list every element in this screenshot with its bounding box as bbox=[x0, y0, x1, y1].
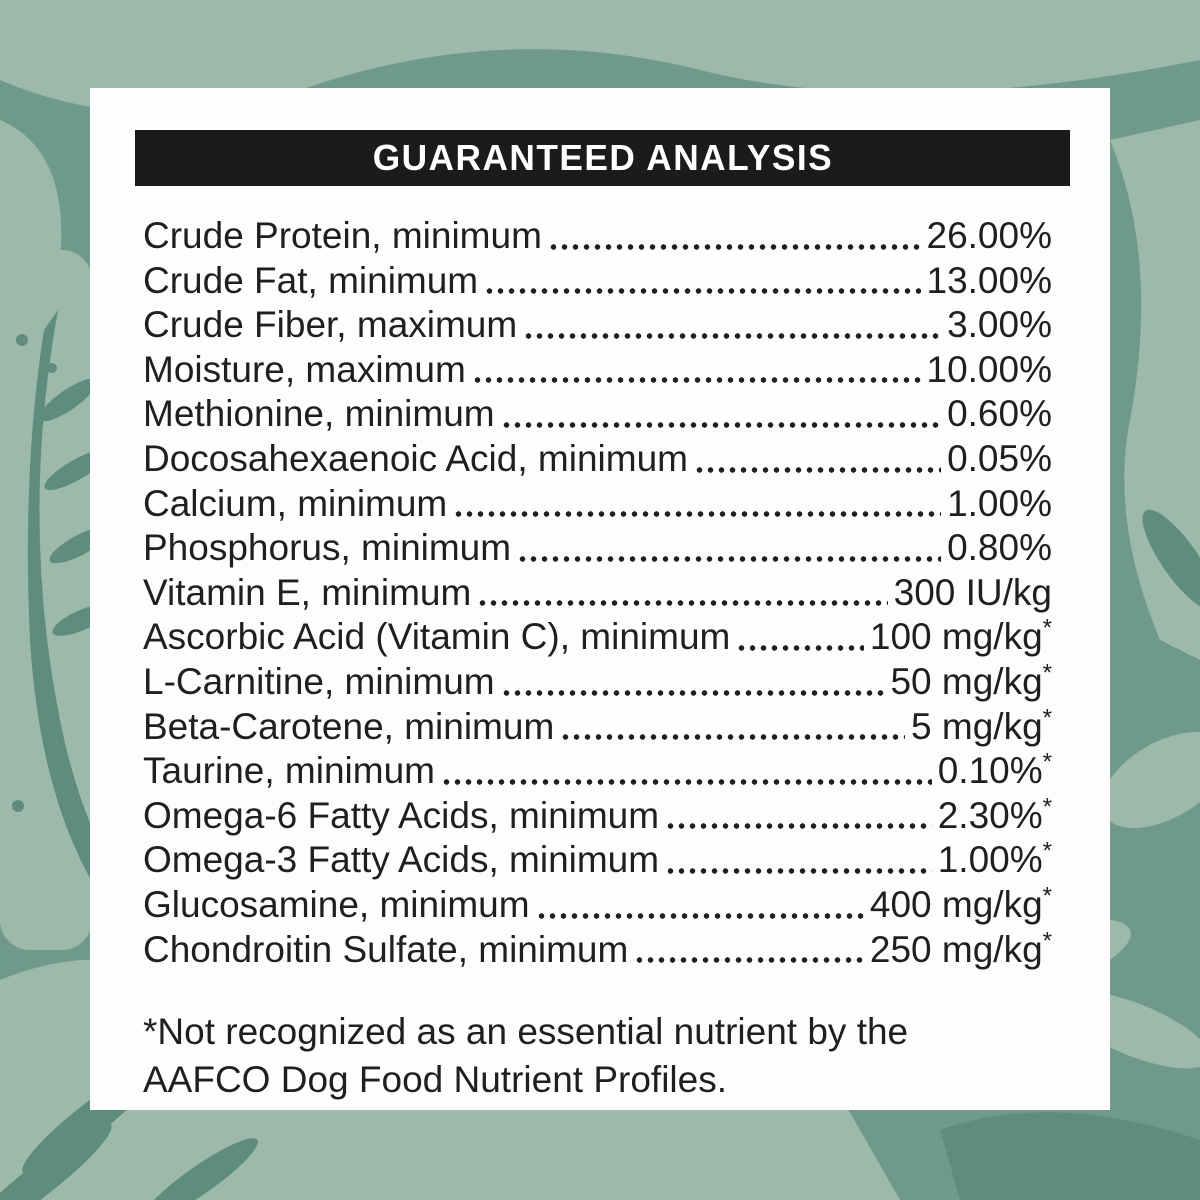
value-text: 300 IU/kg bbox=[893, 571, 1052, 613]
dot-leader bbox=[517, 556, 941, 562]
analysis-row bbox=[143, 571, 1052, 616]
aafco-footnote bbox=[143, 1008, 1052, 1104]
value-text: 26.00% bbox=[926, 215, 1052, 256]
nutrient-value bbox=[938, 838, 1052, 883]
value-text: 0.80% bbox=[947, 527, 1052, 569]
analysis-row bbox=[143, 392, 1052, 437]
nutrient-value bbox=[894, 571, 1052, 616]
analysis-row bbox=[143, 749, 1052, 794]
value-text: 5 mg/kg bbox=[911, 705, 1043, 747]
nutrient-value bbox=[947, 303, 1052, 348]
analysis-table bbox=[143, 214, 1052, 972]
nutrient-label: Crude Protein, minimum bbox=[143, 215, 542, 256]
dot-leader bbox=[548, 244, 921, 250]
analysis-row bbox=[143, 838, 1052, 883]
nutrient-value bbox=[938, 749, 1052, 794]
nutrient-label: Omega-6 Fatty Acids, minimum bbox=[143, 794, 660, 836]
dot-leader bbox=[477, 600, 887, 606]
value-text: 0.60% bbox=[947, 393, 1052, 435]
dot-leader bbox=[665, 868, 932, 874]
value-text: 2.30% bbox=[937, 794, 1043, 836]
nutrient-label: Glucosamine, minimum bbox=[143, 883, 530, 925]
value-text: 250 mg/kg bbox=[869, 928, 1043, 970]
footnote-marker: * bbox=[1042, 927, 1052, 955]
dot-leader bbox=[453, 511, 941, 517]
nutrient-label: Vitamin E, minimum bbox=[143, 571, 472, 613]
nutrient-label: Chondroitin Sulfate, minimum bbox=[143, 928, 629, 970]
nutrient-label: Phosphorus, minimum bbox=[143, 527, 512, 569]
value-text: 3.00% bbox=[947, 304, 1052, 346]
value-text: 0.05% bbox=[947, 437, 1052, 479]
footnote-marker: * bbox=[1042, 659, 1052, 687]
analysis-row bbox=[143, 482, 1052, 527]
dot-leader bbox=[634, 957, 864, 963]
nutrient-label: Methionine, minimum bbox=[143, 393, 495, 435]
nutrient-value bbox=[947, 526, 1052, 571]
nutrient-value bbox=[927, 348, 1053, 393]
value-text: 1.00% bbox=[947, 482, 1052, 524]
footnote-marker: * bbox=[1042, 615, 1052, 643]
guaranteed-analysis-panel bbox=[90, 88, 1110, 1110]
analysis-row bbox=[143, 214, 1052, 259]
nutrient-value bbox=[890, 660, 1052, 705]
analysis-row bbox=[143, 883, 1052, 928]
footnote-line-1: *Not recognized as an essential nutrient by the bbox=[143, 1011, 909, 1053]
dot-leader bbox=[536, 913, 864, 919]
analysis-row bbox=[143, 437, 1052, 482]
value-text: 50 mg/kg bbox=[890, 660, 1043, 702]
nutrient-label: Beta-Carotene, minimum bbox=[143, 705, 555, 747]
dot-leader bbox=[472, 377, 921, 383]
dot-leader bbox=[441, 779, 932, 785]
nutrient-value bbox=[927, 214, 1053, 259]
nutrient-label: L-Carnitine, minimum bbox=[143, 660, 495, 702]
analysis-row bbox=[143, 794, 1052, 839]
footnote-marker: * bbox=[1042, 793, 1052, 821]
analysis-row bbox=[143, 348, 1052, 393]
analysis-row bbox=[143, 303, 1052, 348]
dot-leader bbox=[694, 467, 941, 473]
nutrient-label: Calcium, minimum bbox=[143, 482, 448, 524]
dot-leader bbox=[736, 645, 864, 651]
nutrient-label: Omega-3 Fatty Acids, minimum bbox=[143, 839, 660, 881]
analysis-row bbox=[143, 259, 1052, 304]
value-text: 10.00% bbox=[926, 348, 1052, 390]
analysis-row bbox=[143, 615, 1052, 660]
nutrient-value bbox=[870, 883, 1052, 928]
analysis-row bbox=[143, 660, 1052, 705]
nutrient-value bbox=[947, 437, 1052, 482]
nutrient-value bbox=[947, 392, 1052, 437]
nutrient-value bbox=[927, 259, 1053, 304]
nutrient-label: Moisture, maximum bbox=[143, 348, 466, 390]
analysis-row bbox=[143, 705, 1052, 750]
analysis-row bbox=[143, 526, 1052, 571]
dot-leader bbox=[484, 288, 920, 294]
nutrient-label: Ascorbic Acid (Vitamin C), minimum bbox=[143, 616, 731, 658]
footnote-marker: * bbox=[1042, 882, 1052, 910]
dot-leader bbox=[665, 823, 932, 829]
nutrient-label: Docosahexaenoic Acid, minimum bbox=[143, 437, 688, 479]
value-text: 0.10% bbox=[937, 750, 1043, 792]
analysis-row bbox=[143, 928, 1052, 973]
dot-leader bbox=[523, 333, 941, 339]
dot-leader bbox=[501, 422, 941, 428]
nutrient-label: Crude Fiber, maximum bbox=[143, 304, 518, 346]
nutrient-label: Crude Fat, minimum bbox=[143, 259, 479, 301]
value-text: 100 mg/kg bbox=[869, 616, 1043, 658]
header-bar bbox=[135, 130, 1070, 186]
nutrient-value bbox=[911, 705, 1052, 750]
footnote-marker: * bbox=[1042, 837, 1052, 865]
footnote-line-2: AAFCO Dog Food Nutrient Profiles. bbox=[143, 1059, 727, 1101]
dot-leader bbox=[501, 690, 885, 696]
nutrient-value bbox=[947, 482, 1052, 527]
value-text: 400 mg/kg bbox=[869, 883, 1043, 925]
nutrient-value bbox=[870, 928, 1052, 973]
nutrient-label: Taurine, minimum bbox=[143, 750, 435, 792]
value-text: 13.00% bbox=[926, 259, 1052, 301]
nutrient-value bbox=[870, 615, 1052, 660]
dot-leader bbox=[560, 734, 905, 740]
page-title: GUARANTEED ANALYSIS bbox=[372, 137, 833, 178]
footnote-marker: * bbox=[1042, 704, 1052, 732]
value-text: 1.00% bbox=[937, 839, 1043, 881]
nutrient-value bbox=[938, 794, 1052, 839]
footnote-marker: * bbox=[1042, 748, 1052, 776]
